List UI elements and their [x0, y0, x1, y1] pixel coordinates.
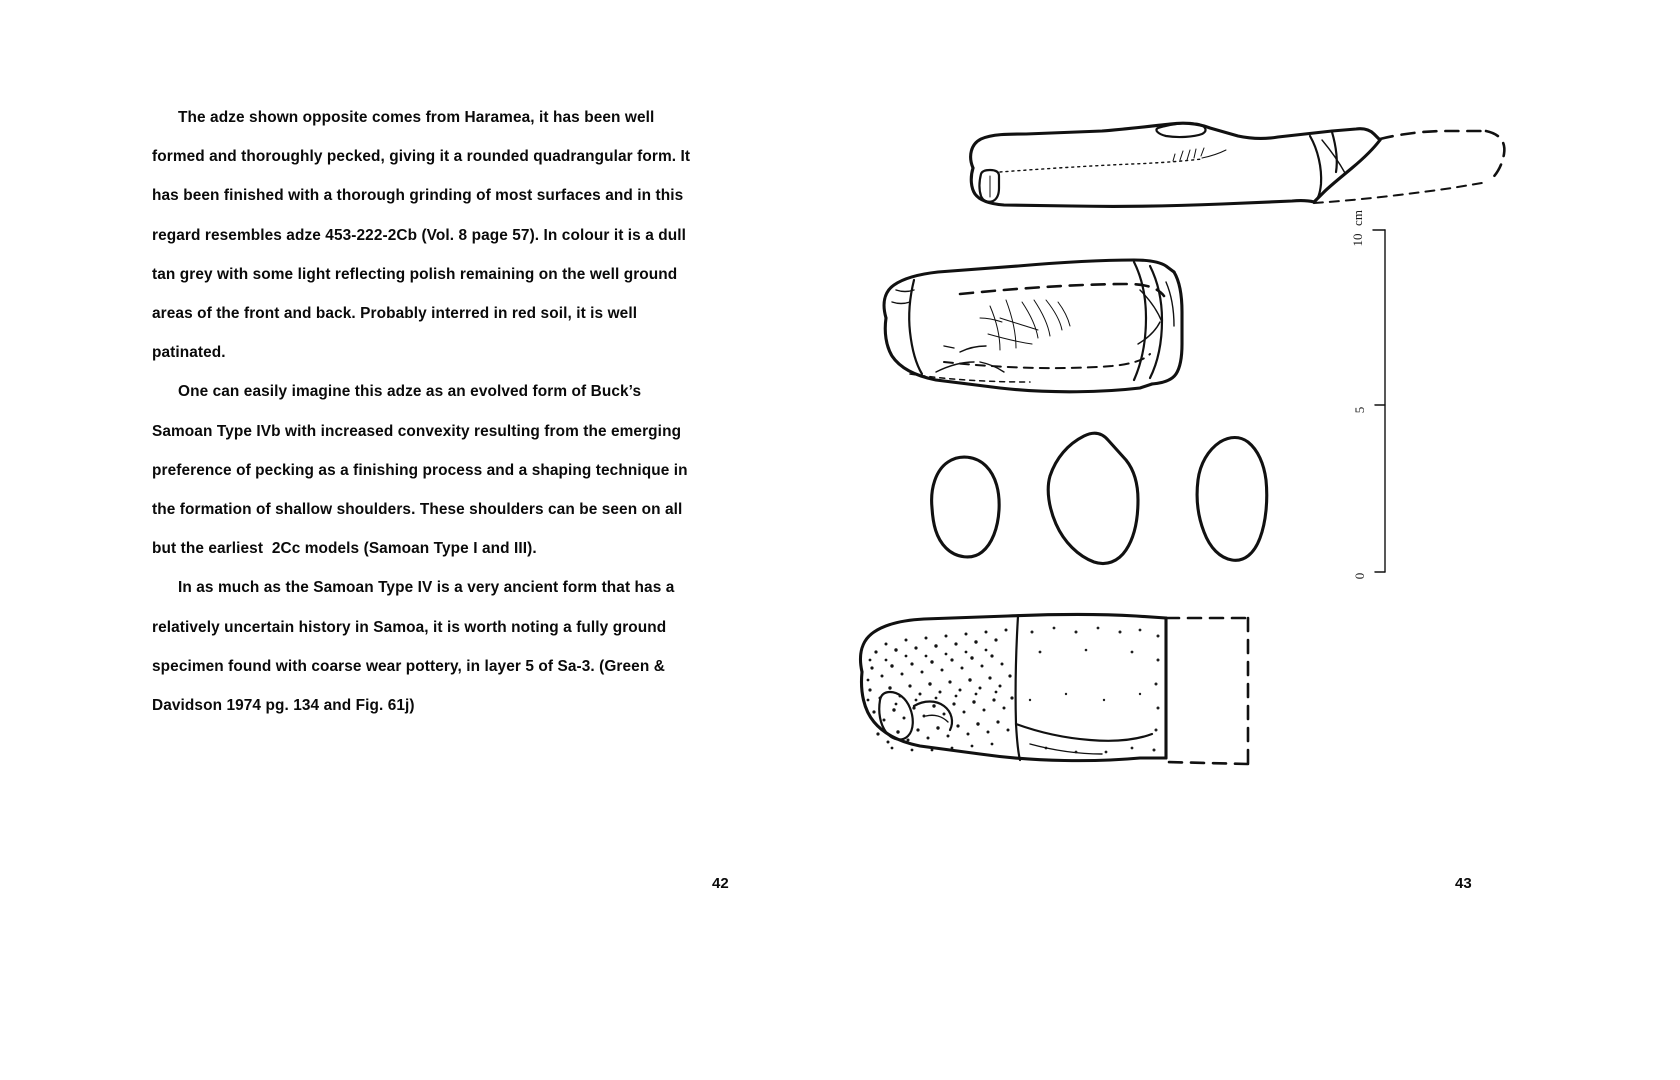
paragraph-2-text: One can easily imagine this adze as an evolved form of Buck’s Samoan Type IVb with increased convexity resulting from the emerging preference of pecking as a finishing process and a shaping technique in the formation of shallow shoulders. These shoulders can be seen on all but the earliest 2Cc models (Samoan Type I and III). [152, 383, 693, 558]
top-view-drawing [971, 123, 1505, 206]
adze-figure-plate [840, 0, 1680, 1080]
page-number-right: 43 [1455, 875, 1472, 892]
right-page [840, 0, 1680, 1080]
scale-tick-5: 5 [1352, 406, 1367, 414]
cross-section-large [1197, 438, 1267, 561]
body-text-block [152, 98, 695, 725]
stippled-profile-drawing [861, 615, 1249, 765]
paragraph-1-text: The adze shown opposite comes from Haramea, it has been well formed and thoroughly pecked, giving it a rounded quadrangular form. It has been finished with a thorough grinding of most surfaces and in this regard resembles adze 453-222-2Cb (Vol. 8 page 57). In colour it is a dull tan grey with some light reflecting polish remaining on the well ground areas of the front and back. Probably interred in red soil, it is well patinated. [152, 109, 695, 362]
page-number-left: 42 [712, 875, 729, 892]
cross-section-medium [1048, 433, 1138, 563]
paragraph-1 [152, 98, 695, 372]
side-view-drawing [884, 260, 1182, 392]
paragraph-2 [152, 372, 692, 568]
pecking-texture [980, 300, 1070, 350]
scale-tick-0: 0 [1352, 572, 1367, 580]
paragraph-3 [152, 568, 692, 725]
paragraph-3-text: In as much as the Samoan Type IV is a very ancient form that has a relatively uncertain history in Samoa, it is worth noting a fully ground specimen found with coarse wear pottery, in layer 5 of Sa-3. (Green & Davidson 1974 pg. 134 and Fig. 61j) [152, 579, 679, 715]
scale-unit-label: cm [1350, 210, 1365, 226]
wear-marks [936, 346, 1004, 372]
scale-tick-10: 10 [1350, 233, 1365, 247]
scale-bar [1350, 210, 1385, 579]
cross-section-small [932, 457, 1000, 557]
